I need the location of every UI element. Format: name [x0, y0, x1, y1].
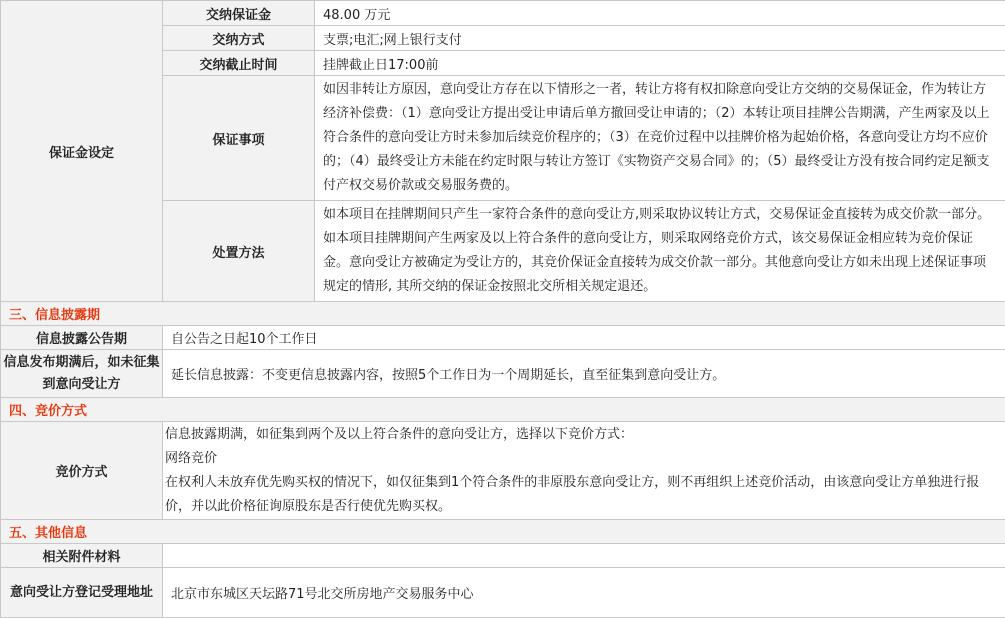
disclosure-expire-value: 延长信息披露：不变更信息披露内容，按照5个工作日为一个周期延长，直至征集到意向受让方。	[163, 350, 1005, 398]
bidding-line-3: 在权利人未放弃优先购买权的情况下，如仅征集到1个符合条件的非原股东意向受让方，则不再组织上述竞价活动，由该意向受让方单独进行报价，并以此价格征询原股东是否行使优先购买权。	[165, 471, 1003, 519]
register-address-value: 北京市东城区天坛路71号北交所房地产交易服务中心	[163, 568, 1005, 618]
disclosure-period-label: 信息披露公告期	[1, 326, 163, 350]
section5-title: 五、其他信息	[1, 520, 1005, 544]
deposit-disposal-label: 处置方法	[163, 201, 315, 302]
bidding-line-1: 信息披露期满，如征集到两个及以上符合条件的意向受让方，选择以下竞价方式：	[165, 423, 1003, 447]
deposit-deadline-label: 交纳截止时间	[163, 51, 315, 76]
deposit-amount-label: 交纳保证金	[163, 1, 315, 26]
disclosure-period-value: 自公告之日起10个工作日	[163, 326, 1005, 350]
attachments-value	[163, 544, 1005, 568]
bidding-method-label: 竞价方式	[1, 422, 163, 520]
deposit-deadline-value: 挂牌截止日17:00前	[315, 51, 1005, 76]
deposit-matters-label: 保证事项	[163, 76, 315, 201]
deposit-method-label: 交纳方式	[163, 26, 315, 51]
section4-title: 四、竞价方式	[1, 398, 1005, 422]
attachments-label: 相关附件材料	[1, 544, 163, 568]
deposit-method-value: 支票;电汇;网上银行支付	[315, 26, 1005, 51]
section3-title: 三、信息披露期	[1, 302, 1005, 326]
deposit-group-label: 保证金设定	[1, 1, 163, 302]
bidding-line-2: 网络竞价	[165, 447, 1003, 471]
deposit-amount-value: 48.00 万元	[315, 1, 1005, 26]
deposit-disposal-text: 如本项目在挂牌期间只产生一家符合条件的意向受让方,则采取协议转让方式，交易保证金直接转为成交价款一部分。如本项目挂牌期间产生两家及以上符合条件的意向受让方，则采取网络竞价方式，该交易保证金相应转为竞价保证金。意向受让方被确定为受让方的，其竞价保证金直接转为成交价款一部分。其他意向受让方如未出现上述保证事项规定的情形, 其所交纳的保证金按照北交所相关规定退还。	[315, 201, 1005, 302]
register-address-label: 意向受让方登记受理地址	[1, 568, 163, 618]
deposit-matters-text: 如因非转让方原因，意向受让方存在以下情形之一者，转让方将有权扣除意向受让方交纳的交易保证金，作为转让方经济补偿费：（1）意向受让方提出受让申请后单方撤回受让申请的；（2）本转让项目挂牌公告期满，产生两家及以上符合条件的意向受让方时未参加后续竞价程序的；（3）在竞价过程中以挂牌价格为起始价格，各意向受让方均不应价的；（4）最终受让方未能在约定时限与转让方签订《实物资产交易合同》的；（5）最终受让方没有按合同约定足额支付产权交易价款或交易服务费的。	[315, 76, 1005, 201]
bidding-method-content	[163, 422, 1005, 520]
disclosure-expire-label: 信息发布期满后，如未征集到意向受让方	[1, 350, 163, 398]
